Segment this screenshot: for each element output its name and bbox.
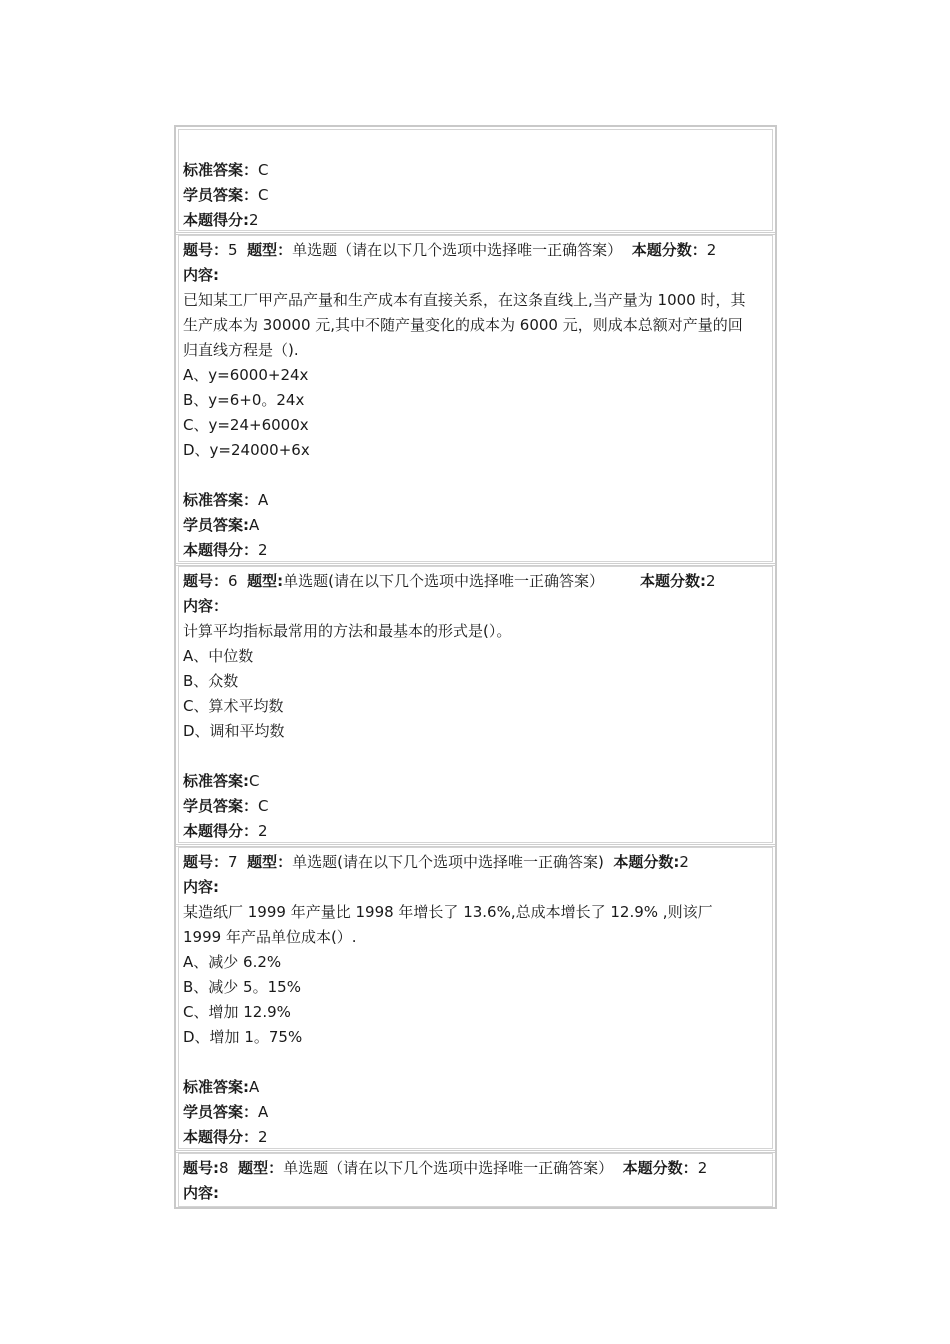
standard-answer-label: 标准答案:: [183, 1078, 249, 1096]
question-text-line: 计算平均指标最常用的方法和最基本的形式是(）。: [183, 622, 512, 640]
points-value: 2: [706, 241, 717, 259]
student-answer-label: 学员答案：: [183, 1103, 259, 1121]
score-row: [183, 208, 259, 232]
student-answer-value: A: [249, 516, 260, 534]
student-answer-value: A: [258, 1103, 269, 1121]
student-answer-label: 学员答案：: [183, 186, 259, 204]
option-b: B、减少 5。15%: [183, 978, 301, 996]
points-label: 本题分数:: [639, 572, 706, 590]
student-answer-row: [183, 183, 269, 207]
score-value: 2: [249, 211, 259, 229]
standard-answer-label: 标准答案：: [183, 491, 259, 509]
student-answer-value: C: [258, 797, 269, 815]
question-type-label: 题型:: [247, 572, 284, 590]
standard-answer-label: 标准答案:: [183, 772, 249, 790]
question-type-label: 题型：: [247, 853, 293, 871]
question-block-5: [178, 235, 773, 562]
points-value: 2: [697, 1159, 708, 1177]
question-header: [183, 850, 689, 874]
student-answer-row: [183, 513, 259, 537]
score-label: 本题得分：: [183, 822, 259, 840]
option-a: A、减少 6.2%: [183, 953, 282, 971]
question-number: 7: [228, 853, 238, 871]
standard-answer-label: 标准答案：: [183, 161, 259, 179]
question-block-7: [178, 847, 773, 1149]
option-c: C、增加 12.9%: [183, 1003, 291, 1021]
standard-answer-value: C: [258, 161, 269, 179]
question-text-line: 已知某工厂甲产品产量和生产成本有直接关系，在这条直线上,当产量为 1000 时，其: [183, 291, 746, 309]
option-d: D、增加 1。75%: [183, 1028, 303, 1046]
option-c: C、算术平均数: [183, 697, 284, 715]
question-number: 5: [228, 241, 238, 259]
option-b: B、y=6+0。24x: [183, 391, 305, 409]
question-type: 单选题（请在以下几个选项中选择唯一正确答案）: [292, 241, 623, 259]
standard-answer-value: C: [249, 772, 260, 790]
score-value: 2: [258, 541, 268, 559]
option-b: B、众数: [183, 672, 239, 690]
question-block-6: [178, 566, 773, 843]
option-a: A、中位数: [183, 647, 254, 665]
content-label: 内容：: [183, 597, 229, 615]
score-value: 2: [258, 822, 268, 840]
question-number-label: 题号:: [183, 1159, 219, 1177]
question-block-4-tail: [178, 129, 773, 231]
question-number-label: 题号：: [183, 241, 229, 259]
question-block-8: [178, 1153, 773, 1207]
question-type-label: 题型：: [247, 241, 293, 259]
option-c: C、y=24+6000x: [183, 416, 309, 434]
standard-answer-row: [183, 158, 269, 182]
question-number-label: 题号：: [183, 572, 229, 590]
score-label: 本题得分:: [183, 211, 249, 229]
question-number: 8: [219, 1159, 229, 1177]
content-label: 内容:: [183, 1184, 219, 1202]
standard-answer-row: [183, 1075, 259, 1099]
question-text-line: 生产成本为 30000 元,其中不随产量变化的成本为 6000 元，则成本总额对产量的回: [183, 316, 743, 334]
standard-answer-value: A: [249, 1078, 260, 1096]
question-text-line: 归直线方程是（).: [183, 341, 299, 359]
score-row: [183, 819, 268, 843]
standard-answer-value: A: [258, 491, 269, 509]
score-row: [183, 1125, 268, 1149]
question-header: [183, 1156, 707, 1180]
question-type-label: 题型：: [238, 1159, 284, 1177]
student-answer-row: [183, 794, 269, 818]
exam-results-frame: [174, 125, 777, 1209]
question-type: 单选题（请在以下几个选项中选择唯一正确答案）: [283, 1159, 614, 1177]
question-text-line: 1999 年产品单位成本(）.: [183, 928, 357, 946]
points-label: 本题分数:: [613, 853, 680, 871]
points-label: 本题分数：: [631, 241, 707, 259]
option-d: D、调和平均数: [183, 722, 285, 740]
content-label: 内容:: [183, 266, 219, 284]
question-header: [183, 238, 716, 262]
student-answer-label: 学员答案:: [183, 516, 249, 534]
option-d: D、y=24000+6x: [183, 441, 310, 459]
score-row: [183, 538, 268, 562]
points-label: 本题分数：: [622, 1159, 698, 1177]
standard-answer-row: [183, 488, 268, 512]
points-value: 2: [679, 853, 689, 871]
student-answer-label: 学员答案：: [183, 797, 259, 815]
question-text-line: 某造纸厂 1999 年产量比 1998 年增长了 13.6%,总成本增长了 12.9% ,则该厂: [183, 903, 713, 921]
question-type: 单选题(请在以下几个选项中选择唯一正确答案）: [283, 572, 604, 590]
student-answer-row: [183, 1100, 268, 1124]
option-a: A、y=6000+24x: [183, 366, 309, 384]
score-label: 本题得分：: [183, 1128, 259, 1146]
student-answer-value: C: [258, 186, 269, 204]
question-type: 单选题(请在以下几个选项中选择唯一正确答案): [292, 853, 604, 871]
points-value: 2: [705, 572, 716, 590]
standard-answer-row: [183, 769, 259, 793]
content-label: 内容:: [183, 878, 219, 896]
score-label: 本题得分：: [183, 541, 259, 559]
question-number-label: 题号：: [183, 853, 229, 871]
score-value: 2: [258, 1128, 268, 1146]
question-header: [183, 569, 716, 593]
question-number: 6: [228, 572, 238, 590]
